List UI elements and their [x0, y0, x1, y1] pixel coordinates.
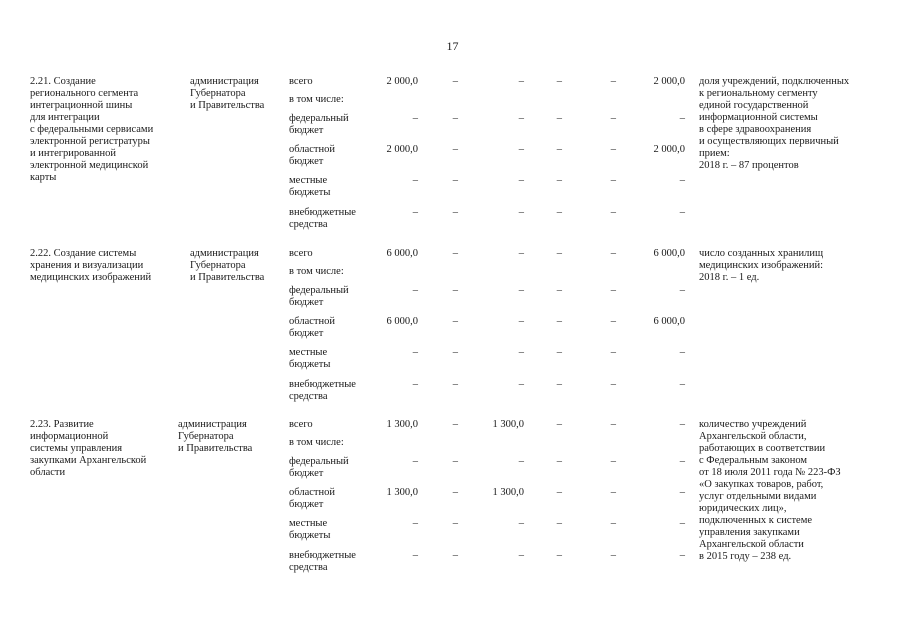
amount-y3: –: [556, 248, 562, 259]
amount-sum: –: [679, 550, 685, 561]
amount-y4: –: [610, 113, 616, 124]
amount-y3: –: [556, 144, 562, 155]
amount-y1: –: [452, 207, 458, 218]
measure-title: 2.21. Создание регионального сегмента интеграционной шины для интеграции с федеральными сервисами электронной регистратуры и интегрированной электронной медицинской карты: [30, 76, 154, 183]
amount-sum: 2 000,0: [653, 76, 685, 87]
amount-total: –: [412, 285, 418, 296]
amount-y3: –: [556, 285, 562, 296]
amount-y3: –: [556, 207, 562, 218]
amount-y2: –: [518, 144, 524, 155]
funding-source-label: внебюджетные средства: [289, 550, 356, 573]
amount-sum: –: [679, 175, 685, 186]
amount-y2: –: [518, 248, 524, 259]
amount-y2: –: [518, 175, 524, 186]
amount-y1: –: [452, 550, 458, 561]
amount-y1: –: [452, 175, 458, 186]
funding-source-label: областной бюджет: [289, 487, 335, 510]
target-indicator: число созданных хранилищ медицинских изображений: 2018 г. – 1 ед.: [699, 248, 824, 283]
amount-sum: –: [679, 285, 685, 296]
amount-total: 6 000,0: [386, 248, 418, 259]
amount-y2: –: [518, 379, 524, 390]
funding-source-label: всего: [289, 248, 313, 259]
amount-y4: –: [610, 419, 616, 430]
amount-total: –: [412, 456, 418, 467]
funding-source-label: федеральный бюджет: [289, 285, 349, 308]
amount-sum: 6 000,0: [653, 316, 685, 327]
amount-total: 1 300,0: [386, 487, 418, 498]
amount-y1: –: [452, 419, 458, 430]
funding-source-label: федеральный бюджет: [289, 113, 349, 136]
amount-y3: –: [556, 347, 562, 358]
amount-total: 2 000,0: [386, 144, 418, 155]
amount-y4: –: [610, 456, 616, 467]
amount-y2: –: [518, 113, 524, 124]
amount-y4: –: [610, 550, 616, 561]
funding-source-label: всего: [289, 76, 313, 87]
funding-source-label: областной бюджет: [289, 144, 335, 167]
amount-y4: –: [610, 347, 616, 358]
measure-title: 2.22. Создание системы хранения и визуализации медицинских изображений: [30, 248, 152, 283]
amount-total: –: [412, 207, 418, 218]
amount-y2: 1 300,0: [492, 487, 524, 498]
amount-y2: –: [518, 207, 524, 218]
amount-sum: –: [679, 518, 685, 529]
amount-y1: –: [452, 144, 458, 155]
amount-total: –: [412, 379, 418, 390]
amount-sum: –: [679, 419, 685, 430]
amount-y3: –: [556, 175, 562, 186]
target-indicator: количество учреждений Архангельской области, работающих в соответствии с Федеральным законом от 18 июля 2011 года № 223-ФЗ «О закупках товаров, работ, услуг отдельными видами юридических лиц», подключенных к системе управления закупками Архангельской области в 2015 году – 238 ед.: [699, 419, 841, 562]
amount-y1: –: [452, 316, 458, 327]
amount-y3: –: [556, 550, 562, 561]
amount-y3: –: [556, 487, 562, 498]
funding-source-label: внебюджетные средства: [289, 379, 356, 402]
funding-source-label: в том числе:: [289, 266, 344, 277]
amount-y1: –: [452, 379, 458, 390]
amount-y1: –: [452, 518, 458, 529]
funding-source-label: в том числе:: [289, 94, 344, 105]
amount-y2: –: [518, 76, 524, 87]
amount-sum: –: [679, 113, 685, 124]
amount-y4: –: [610, 248, 616, 259]
amount-y1: –: [452, 285, 458, 296]
measure-title: 2.23. Развитие информационной системы управления закупками Архангельской области: [30, 419, 147, 478]
amount-y1: –: [452, 113, 458, 124]
amount-y2: –: [518, 456, 524, 467]
amount-sum: –: [679, 207, 685, 218]
amount-y3: –: [556, 113, 562, 124]
amount-y3: –: [556, 518, 562, 529]
amount-y4: –: [610, 487, 616, 498]
amount-y1: –: [452, 248, 458, 259]
funding-source-label: местные бюджеты: [289, 518, 331, 541]
target-indicator: доля учреждений, подключенных к региональному сегменту единой государственной информационной системы в сфере здравоохранения и осуществляющих первичный прием: 2018 г. – 87 процентов: [699, 76, 850, 171]
amount-y3: –: [556, 379, 562, 390]
funding-source-label: федеральный бюджет: [289, 456, 349, 479]
amount-y4: –: [610, 316, 616, 327]
amount-y2: –: [518, 347, 524, 358]
amount-total: –: [412, 113, 418, 124]
amount-y4: –: [610, 285, 616, 296]
executor: администрация Губернатора и Правительства: [178, 419, 253, 454]
amount-y1: –: [452, 456, 458, 467]
amount-y3: –: [556, 316, 562, 327]
amount-y2: –: [518, 285, 524, 296]
amount-y1: –: [452, 487, 458, 498]
funding-source-label: местные бюджеты: [289, 347, 331, 370]
amount-total: –: [412, 175, 418, 186]
funding-source-label: местные бюджеты: [289, 175, 331, 198]
amount-sum: 2 000,0: [653, 144, 685, 155]
amount-y4: –: [610, 207, 616, 218]
amount-y3: –: [556, 76, 562, 87]
executor: администрация Губернатора и Правительства: [190, 76, 265, 111]
amount-y2: –: [518, 518, 524, 529]
amount-total: –: [412, 347, 418, 358]
funding-source-label: внебюджетные средства: [289, 207, 356, 230]
amount-total: 1 300,0: [386, 419, 418, 430]
amount-y4: –: [610, 175, 616, 186]
amount-y4: –: [610, 76, 616, 87]
amount-y4: –: [610, 379, 616, 390]
amount-y4: –: [610, 144, 616, 155]
amount-sum: –: [679, 456, 685, 467]
amount-total: 2 000,0: [386, 76, 418, 87]
amount-y2: 1 300,0: [492, 419, 524, 430]
amount-y3: –: [556, 456, 562, 467]
page-number: 17: [446, 39, 459, 53]
amount-y1: –: [452, 76, 458, 87]
amount-total: 6 000,0: [386, 316, 418, 327]
funding-source-label: в том числе:: [289, 437, 344, 448]
amount-sum: –: [679, 379, 685, 390]
amount-y3: –: [556, 419, 562, 430]
amount-sum: 6 000,0: [653, 248, 685, 259]
amount-sum: –: [679, 347, 685, 358]
amount-y4: –: [610, 518, 616, 529]
funding-source-label: всего: [289, 419, 313, 430]
amount-y2: –: [518, 550, 524, 561]
amount-sum: –: [679, 487, 685, 498]
amount-y1: –: [452, 347, 458, 358]
executor: администрация Губернатора и Правительства: [190, 248, 265, 283]
amount-y2: –: [518, 316, 524, 327]
funding-source-label: областной бюджет: [289, 316, 335, 339]
amount-total: –: [412, 518, 418, 529]
amount-total: –: [412, 550, 418, 561]
